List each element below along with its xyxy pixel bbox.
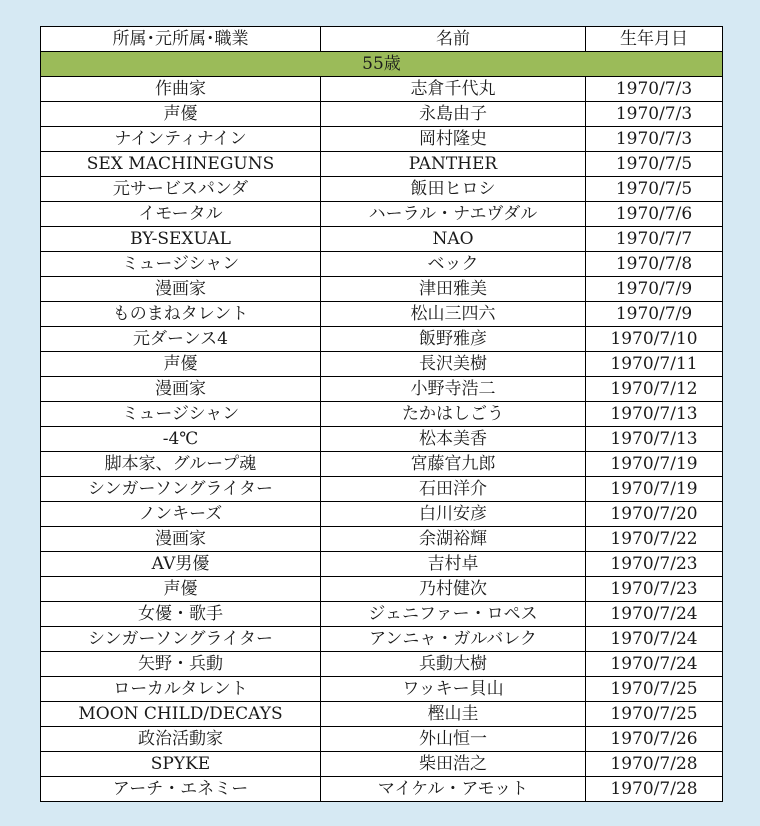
cell-affiliation: 声優 (41, 102, 321, 127)
cell-name: 飯田ヒロシ (321, 177, 586, 202)
cell-name: 白川安彦 (321, 502, 586, 527)
cell-name: 津田雅美 (321, 277, 586, 302)
cell-name: 松本美香 (321, 427, 586, 452)
table-row (41, 777, 723, 802)
cell-name: 石田洋介 (321, 477, 586, 502)
header-birthdate: 生年月日 (586, 27, 723, 52)
header-affiliation: 所属･元所属･職業 (41, 27, 321, 52)
cell-affiliation: 作曲家 (41, 77, 321, 102)
cell-affiliation: 漫画家 (41, 277, 321, 302)
cell-affiliation: 声優 (41, 352, 321, 377)
cell-birthdate: 1970/7/20 (586, 502, 723, 527)
cell-birthdate: 1970/7/19 (586, 452, 723, 477)
cell-birthdate: 1970/7/23 (586, 577, 723, 602)
table-row (41, 477, 723, 502)
cell-affiliation: ものまねタレント (41, 302, 321, 327)
group-label: 55歳 (41, 52, 723, 77)
cell-birthdate: 1970/7/26 (586, 727, 723, 752)
cell-name: 樫山圭 (321, 702, 586, 727)
cell-name: 岡村隆史 (321, 127, 586, 152)
cell-affiliation: ミュージシャン (41, 252, 321, 277)
table-row (41, 702, 723, 727)
cell-birthdate: 1970/7/28 (586, 752, 723, 777)
cell-birthdate: 1970/7/8 (586, 252, 723, 277)
table-row (41, 377, 723, 402)
table-row (41, 627, 723, 652)
table-row (41, 152, 723, 177)
cell-affiliation: BY-SEXUAL (41, 227, 321, 252)
cell-birthdate: 1970/7/3 (586, 77, 723, 102)
table-row (41, 752, 723, 777)
cell-affiliation: 脚本家、グループ魂 (41, 452, 321, 477)
cell-name: 飯野雅彦 (321, 327, 586, 352)
table-row (41, 527, 723, 552)
cell-affiliation: SEX MACHINEGUNS (41, 152, 321, 177)
cell-affiliation: シンガーソングライター (41, 477, 321, 502)
table-row (41, 302, 723, 327)
cell-birthdate: 1970/7/3 (586, 127, 723, 152)
cell-affiliation: SPYKE (41, 752, 321, 777)
cell-birthdate: 1970/7/28 (586, 777, 723, 802)
cell-birthdate: 1970/7/22 (586, 527, 723, 552)
table-row (41, 352, 723, 377)
cell-affiliation: 元サービスパンダ (41, 177, 321, 202)
header-row (41, 27, 723, 52)
cell-birthdate: 1970/7/24 (586, 652, 723, 677)
table-row (41, 77, 723, 102)
cell-affiliation: ミュージシャン (41, 402, 321, 427)
cell-name: 永島由子 (321, 102, 586, 127)
cell-affiliation: 漫画家 (41, 377, 321, 402)
table-row (41, 452, 723, 477)
cell-affiliation: シンガーソングライター (41, 627, 321, 652)
cell-name: 余湖裕輝 (321, 527, 586, 552)
cell-affiliation: ノンキーズ (41, 502, 321, 527)
cell-name: 外山恒一 (321, 727, 586, 752)
cell-birthdate: 1970/7/6 (586, 202, 723, 227)
cell-name: 松山三四六 (321, 302, 586, 327)
cell-birthdate: 1970/7/5 (586, 177, 723, 202)
table-row (41, 327, 723, 352)
cell-name: ベック (321, 252, 586, 277)
table-row (41, 677, 723, 702)
cell-name: NAO (321, 227, 586, 252)
cell-name: マイケル・アモット (321, 777, 586, 802)
cell-birthdate: 1970/7/19 (586, 477, 723, 502)
cell-affiliation: 女優・歌手 (41, 602, 321, 627)
cell-affiliation: イモータル (41, 202, 321, 227)
cell-birthdate: 1970/7/25 (586, 702, 723, 727)
table-row (41, 552, 723, 577)
cell-affiliation: MOON CHILD/DECAYS (41, 702, 321, 727)
cell-name: ワッキー貝山 (321, 677, 586, 702)
cell-name: 柴田浩之 (321, 752, 586, 777)
table-row (41, 427, 723, 452)
cell-birthdate: 1970/7/7 (586, 227, 723, 252)
cell-birthdate: 1970/7/24 (586, 627, 723, 652)
cell-birthdate: 1970/7/24 (586, 602, 723, 627)
cell-birthdate: 1970/7/3 (586, 102, 723, 127)
cell-affiliation: 政治活動家 (41, 727, 321, 752)
cell-birthdate: 1970/7/11 (586, 352, 723, 377)
group-row-55 (41, 52, 723, 77)
birthday-table-sheet (40, 26, 722, 802)
table-row (41, 277, 723, 302)
cell-birthdate: 1970/7/23 (586, 552, 723, 577)
cell-name: 小野寺浩二 (321, 377, 586, 402)
header-name: 名前 (321, 27, 586, 52)
cell-birthdate: 1970/7/9 (586, 302, 723, 327)
table-row (41, 577, 723, 602)
table-row (41, 652, 723, 677)
cell-name: PANTHER (321, 152, 586, 177)
cell-name: 志倉千代丸 (321, 77, 586, 102)
birthday-table (40, 26, 723, 802)
cell-affiliation: AV男優 (41, 552, 321, 577)
table-row (41, 727, 723, 752)
table-row (41, 252, 723, 277)
cell-affiliation: 元ダーンス4 (41, 327, 321, 352)
cell-birthdate: 1970/7/9 (586, 277, 723, 302)
cell-birthdate: 1970/7/13 (586, 402, 723, 427)
table-row (41, 602, 723, 627)
cell-birthdate: 1970/7/13 (586, 427, 723, 452)
cell-affiliation: -4℃ (41, 427, 321, 452)
cell-name: 長沢美樹 (321, 352, 586, 377)
table-row (41, 127, 723, 152)
cell-birthdate: 1970/7/12 (586, 377, 723, 402)
table-row (41, 177, 723, 202)
cell-birthdate: 1970/7/10 (586, 327, 723, 352)
cell-name: アンニャ・ガルバレク (321, 627, 586, 652)
table-row (41, 402, 723, 427)
table-row (41, 502, 723, 527)
cell-name: ジェニファー・ロペス (321, 602, 586, 627)
cell-affiliation: ナインティナイン (41, 127, 321, 152)
cell-birthdate: 1970/7/25 (586, 677, 723, 702)
cell-name: 乃村健次 (321, 577, 586, 602)
cell-name: 宮藤官九郎 (321, 452, 586, 477)
cell-birthdate: 1970/7/5 (586, 152, 723, 177)
table-row (41, 102, 723, 127)
table-row (41, 227, 723, 252)
cell-affiliation: 漫画家 (41, 527, 321, 552)
cell-name: 吉村卓 (321, 552, 586, 577)
cell-affiliation: ローカルタレント (41, 677, 321, 702)
cell-name: 兵動大樹 (321, 652, 586, 677)
cell-affiliation: 矢野・兵動 (41, 652, 321, 677)
cell-name: たかはしごう (321, 402, 586, 427)
cell-name: ハーラル・ナエヴダル (321, 202, 586, 227)
table-row (41, 202, 723, 227)
cell-affiliation: 声優 (41, 577, 321, 602)
cell-affiliation: アーチ・エネミー (41, 777, 321, 802)
